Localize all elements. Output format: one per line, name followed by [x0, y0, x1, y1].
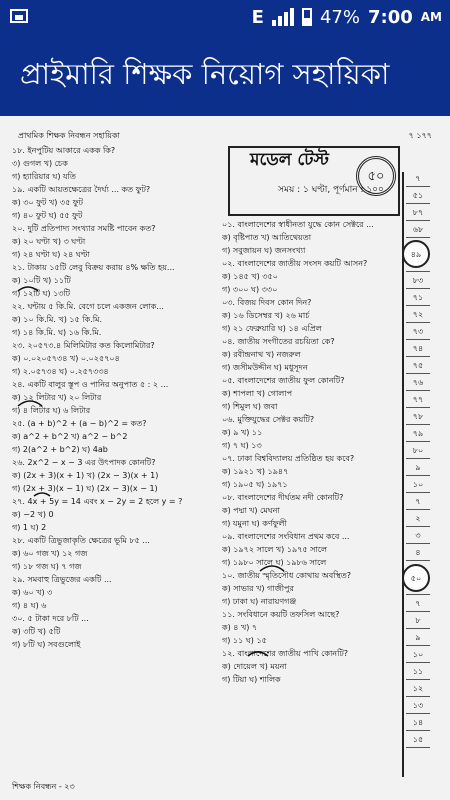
left-line: গ) ৪০ ফুট ঘ) ৫৫ ফুট	[12, 211, 83, 220]
status-bar	[0, 0, 450, 34]
answer-label: ১০	[406, 648, 430, 663]
model-test-meta: সময় : ১ ঘণ্টা, পূর্ণমান : ১০০	[278, 185, 384, 195]
left-line: ২০. দুটি প্রতিপাদ্য সংখ্যার সমষ্টি পাবেন কত?	[12, 224, 156, 233]
left-line: ২৫. (a + b)^2 + (a − b)^2 = কত?	[12, 419, 147, 428]
left-line: ক) ৩টি খ) ৫টি	[12, 627, 61, 636]
left-line: গ) ২৪ ঘণ্টা ঘ) ২৪ ঘণ্টা	[12, 250, 90, 259]
answer-label: ৭৪	[406, 342, 430, 357]
left-line: ১৮. ইনপুটিয় আকারে একক কি?	[12, 146, 116, 155]
left-line: গ) 1 ঘ) 2	[12, 523, 47, 532]
right-line: ক) শাপলা খ) গোলাপ	[222, 389, 293, 398]
right-question-column	[222, 144, 430, 762]
answer-label: ৭	[406, 495, 430, 510]
answer-label: ১০	[406, 478, 430, 493]
scanned-page	[0, 116, 450, 800]
right-line: ক) ১৪৫ খ) ৩৫০	[222, 272, 278, 281]
right-line: গ) শিমুল ঘ) জবা	[222, 402, 278, 411]
left-line: গ) ১৮ গজ ঘ) ৭ গজ	[12, 562, 82, 571]
left-line: ক) ১০টি খ) ১১টি	[12, 276, 71, 285]
right-line: ক) ৪ খ) ৭	[222, 623, 258, 632]
answer-label: ৮০	[406, 444, 430, 459]
right-line: ১০. জাতীয় স্মৃতিসৌধ কোথায় অবস্থিত?	[222, 571, 351, 580]
right-line: ক) বৃষ্টিপাত খ) আতিথেয়তা	[222, 233, 312, 242]
left-line: গ) ৮টি ঘ) সবগুলোই	[12, 640, 81, 649]
right-line: ক) পদ্মা খ) মেঘনা	[222, 506, 280, 515]
right-line: গ) টিয়া ঘ) শালিক	[222, 675, 281, 684]
left-line: গ) ৪ লিটার ঘ) ৬ লিটার	[12, 406, 91, 415]
app-title: প্রাইমারি শিক্ষক নিয়োগ সহায়িকা	[20, 57, 390, 91]
page-header-right: ৭ ১৭৭	[408, 131, 432, 140]
right-line: ০৭. ঢাকা বিশ্ববিদ্যালয় প্রতিষ্ঠিত হয় কবে?	[222, 454, 355, 463]
right-line: ১২. বাংলাদেশের জাতীয় পাখি কোনটি?	[222, 649, 348, 658]
answer-label: ৮৭	[406, 206, 430, 221]
right-line: গ) ঢাকা ঘ) নারায়ণগঞ্জ	[222, 597, 297, 606]
answer-label: ৭৯	[406, 427, 430, 442]
answer-label: ১৫	[406, 733, 430, 748]
left-line: ক) ০.০২০৫৭৩৪ খ) ০.০২৫৭০৪	[12, 354, 120, 363]
network-type: E	[251, 6, 264, 28]
model-test-number: ৫০	[356, 156, 396, 196]
left-line: ২১. টাকায় ১৫টি লেবু বিক্রয় করায় ৪% ক্ষতি হয়...	[12, 263, 175, 272]
battery-icon	[302, 8, 312, 26]
app-bar	[0, 34, 450, 116]
left-line: ২৬. 2x^2 − x − 3 এর উৎপাদক কোনটি?	[12, 458, 156, 467]
answer-label: ৬৮	[406, 223, 430, 238]
answer-label: ৭৫	[406, 359, 430, 374]
right-line: ০৫. বাংলাদেশের জাতীয় ফুল কোনটি?	[222, 376, 345, 385]
left-line: ক) (2x + 3)(x + 1) খ) (2x − 3)(x + 1)	[12, 471, 159, 480]
right-line: ১১. সংবিধানে কয়টি তফসিল আছে?	[222, 610, 340, 619]
answer-label: ৭৬	[406, 376, 430, 391]
battery-percent: 47%	[319, 6, 360, 28]
left-line: ২৭. 4x + 5y = 14 এবং x − 2y = 2 হলে y = ?	[12, 497, 183, 506]
right-line: গ) জসীমউদ্দীন ঘ) মধুসূদন	[222, 363, 308, 372]
right-line: ০৮. বাংলাদেশের দীর্ঘতম নদী কোনটি?	[222, 493, 344, 502]
left-line: ক) ৬০ গজ খ) ১২ গজ	[12, 549, 88, 558]
right-line: গ) ১৯০৫ ঘ) ১৯৭১	[222, 480, 288, 489]
gallery-icon	[10, 9, 28, 23]
answer-label: ৭৭	[406, 393, 430, 408]
right-line: ০৪. জাতীয় সংগীতের রচয়িতা কে?	[222, 337, 335, 346]
right-line: গ) ৭ ঘ) ১৩	[222, 441, 262, 450]
left-line: গ) 2(a^2 + b^2) ঘ) 4ab	[12, 445, 108, 454]
right-line: গ) ১৯৮০ সালে ঘ) ১৯৮৬ সালে	[222, 558, 327, 567]
left-line: ক) a^2 + b^2 খ) a^2 − b^2	[12, 432, 128, 441]
right-line: ক) সাভার খ) গাজীপুর	[222, 584, 294, 593]
left-line: গ) (2x + 3)(x − 1) ঘ) (2x − 3)(x − 1)	[12, 484, 158, 493]
page-viewer[interactable]	[0, 116, 450, 800]
answer-label: ৪	[406, 546, 430, 561]
left-line: ক) ৬০ খ) ৩	[12, 588, 53, 597]
left-line: ক) ১২ লিটার খ) ২০ লিটার	[12, 393, 102, 402]
answer-label: ৮	[406, 614, 430, 629]
left-line: গ) হ্যারিয়ার ঘ) যতি	[12, 172, 76, 181]
answer-label: ১১	[406, 665, 430, 680]
left-line: ক) −2 খ) 0	[12, 510, 54, 519]
right-line: গ) যমুনা ঘ) কর্ণফুলী	[222, 519, 287, 528]
answer-label: ৭৩	[406, 325, 430, 340]
left-line: ২৪. একটি বালুর স্তূপ ও পানির অনুপাত ৫ : ২ ...	[12, 380, 169, 389]
left-line: ক) ১০ কি.মি. খ) ১৫ কি.মি.	[12, 315, 102, 324]
status-indicators	[252, 6, 442, 28]
left-line: ক) ২০ ঘণ্টা খ) ৩ ঘণ্টা	[12, 237, 86, 246]
left-line: গ) ৪ ঘ) ৬	[12, 601, 47, 610]
answer-label: ৭	[406, 172, 430, 187]
answer-label: ৭	[406, 597, 430, 612]
answer-label: ৩	[406, 529, 430, 544]
answer-label: ১২	[406, 682, 430, 697]
right-line: ০২. বাংলাদেশের জাতীয় সংসদ কয়টি আসন?	[222, 259, 368, 268]
model-test-title: মডেল টেস্ট	[250, 150, 329, 170]
right-line: গ) সবুজায়ন ঘ) জনসংখ্যা	[222, 246, 306, 255]
right-line: ক) ১৯২১ খ) ১৯৪৭	[222, 467, 289, 476]
clock-time: 7:00	[367, 6, 413, 28]
right-line: ০৬. মুক্তিযুদ্ধের সেক্টর কয়টি?	[222, 415, 315, 424]
right-line: গ) ১১ ঘ) ১৫	[222, 636, 267, 645]
answer-label: ৯	[406, 461, 430, 476]
answer-label: ৭১	[406, 291, 430, 306]
right-line: ক) ১৯৭২ সালে খ) ১৯৭৫ সালে	[222, 545, 327, 554]
answer-badge-top: ৪৯	[402, 240, 430, 268]
left-question-column	[12, 144, 219, 762]
left-line: ২৩. ২০৫৭৩.৪ মিলিমিটার কত কিলোমিটার?	[12, 341, 155, 350]
right-line: ০৯. বাংলাদেশের সংবিধান প্রথম কবে ...	[222, 532, 350, 541]
right-line: ০১. বাংলাদেশের স্বাধীনতা যুদ্ধে কোন সেক্টরে ...	[222, 220, 374, 229]
page-header-left: প্রাথমিক শিক্ষক নিবন্ধন সহায়িকা	[18, 131, 120, 140]
right-line: ক) রবীন্দ্রনাথ খ) নজরুল	[222, 350, 301, 359]
right-line: গ) ২১ ফেব্রুয়ারি ঘ) ১৪ এপ্রিল	[222, 324, 322, 333]
answer-label: ৯	[406, 631, 430, 646]
right-line: ০৩. বিজয় দিবস কোন দিন?	[222, 298, 312, 307]
left-line: ১৯. একটি আয়তক্ষেত্রের দৈর্ঘ্য ... কত ফুট?	[12, 185, 151, 194]
right-line: গ) ৩০০ ঘ) ৩৩০	[222, 285, 278, 294]
left-line: ৩) গুগল খ) চেক	[12, 159, 68, 168]
answer-label: ১৩	[406, 699, 430, 714]
right-line: ক) ৯ খ) ১১	[222, 428, 263, 437]
left-line: গ) ১৪ কি.মি. ঘ) ১৬ কি.মি.	[12, 328, 102, 337]
page-footer: শিক্ষক নিবন্ধন - ২৩	[12, 782, 75, 791]
left-line: ২২. ঘন্টায় ৫ কি.মি. বেগে চলে একজন লোক...	[12, 302, 164, 311]
answer-label: ৭৮	[406, 410, 430, 425]
right-line: ক) দোয়েল খ) ময়না	[222, 662, 287, 671]
answer-label: ২	[406, 512, 430, 527]
left-line: ক) ৩০ ফুট খ) ৩৫ ফুট	[12, 198, 84, 207]
signal-icon	[272, 8, 294, 26]
clock-ampm: AM	[420, 10, 442, 24]
left-line: ২৯. সমবাহু ত্রিভুজের একটি ...	[12, 575, 112, 584]
right-line: ক) ১৬ ডিসেম্বর খ) ২৬ মার্চ	[222, 311, 310, 320]
answer-label: ১৪	[406, 716, 430, 731]
answer-badge-bottom: ৫০	[402, 564, 430, 592]
model-test-box	[228, 146, 400, 216]
left-line: গ) ১২টি ঘ) ১৩টি	[12, 289, 71, 298]
left-line: গ) ২.০৫৭৩৪ ঘ) ০.২৫৭৩৩৪	[12, 367, 109, 376]
right-question-list	[222, 218, 402, 686]
left-line: ৩০. ৫ টাকা দরে ৮টি ...	[12, 614, 89, 623]
answer-label: ৭২	[406, 308, 430, 323]
left-line: ২৮. একটি ত্রিভুজাকৃতি ক্ষেত্রের ভূমি ৮৫ ...	[12, 536, 150, 545]
answer-label: ৮৩	[406, 274, 430, 289]
answer-label: ৫১	[406, 189, 430, 204]
